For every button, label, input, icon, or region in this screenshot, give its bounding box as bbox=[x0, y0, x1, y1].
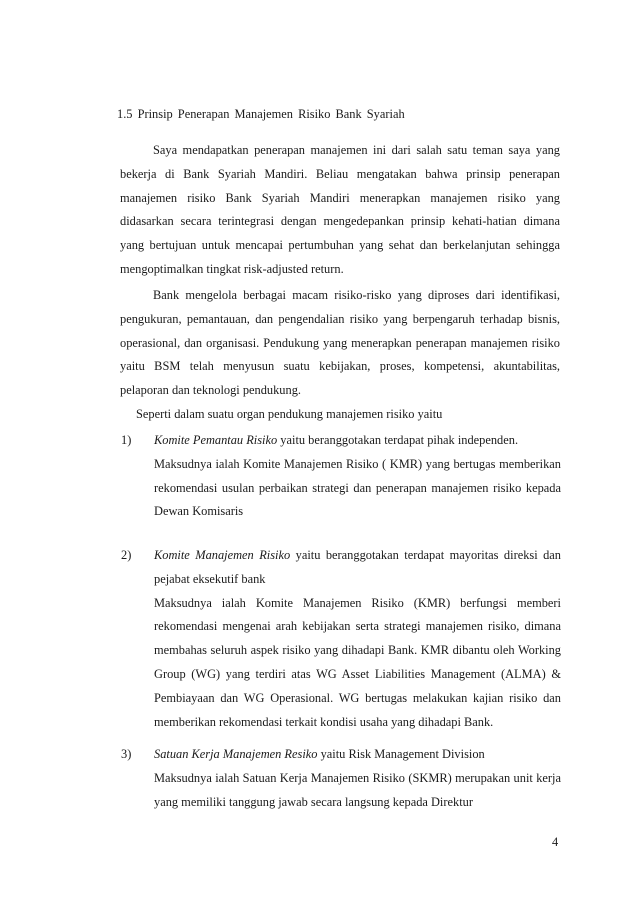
list-item-title-rest: yaitu Risk Management Division bbox=[317, 747, 485, 761]
list-item-title: Komite Manajemen Risiko bbox=[154, 548, 291, 562]
list-item-komite-manajemen bbox=[121, 544, 561, 734]
list-item-title-line bbox=[154, 429, 561, 453]
paragraph-intro bbox=[120, 139, 560, 282]
list-item-content bbox=[154, 429, 561, 524]
list-item-content bbox=[154, 743, 561, 814]
list-item-title-rest: yaitu beranggotakan terdapat mayoritas direksi dan pejabat eksekutif bank bbox=[154, 548, 561, 586]
list-item-komite-pemantau bbox=[121, 429, 561, 524]
list-item-body: Maksudnya ialah Komite Manajemen Risiko ( KMR) yang bertugas memberikan rekomendasi usulan perbaikan strategi dan penerapan manajemen risiko kepada Dewan Komisaris bbox=[154, 456, 561, 519]
list-item-number: 3) bbox=[121, 747, 132, 761]
list-item-title: Komite Pemantau Risiko bbox=[154, 433, 278, 447]
list-item-satuan-kerja bbox=[121, 743, 561, 814]
section-heading: 1.5 Prinsip Penerapan Manajemen Risiko Bank Syariah bbox=[117, 107, 405, 121]
list-item-content bbox=[154, 544, 561, 734]
paragraph-risk-management bbox=[120, 284, 560, 403]
list-item-title-line bbox=[154, 743, 561, 767]
paragraph-organ-intro bbox=[136, 403, 566, 427]
paragraph-text: Saya mendapatkan penerapan manajemen ini dari salah satu teman saya yang bekerja di Bank Syariah Mandiri. Beliau mengatakan bahwa prinsip penerapan manajemen risiko Bank Syariah Mandiri menerapkan manajemen risiko yang didasarkan secara terintegrasi dengan mengedepankan prinsip kehati-hatian dimana yang bertujuan untuk mencapai pertumbuhan yang sehat dan berkelanjutan sehingga mengoptimalkan tingkat risk-adjusted return. bbox=[120, 143, 560, 276]
paragraph-text: Seperti dalam suatu organ pendukung manajemen risiko yaitu bbox=[136, 407, 443, 421]
list-item-title-rest: yaitu beranggotakan terdapat pihak independen. bbox=[277, 433, 519, 447]
list-item-body: Maksudnya ialah Satuan Kerja Manajemen Risiko (SKMR) merupakan unit kerja yang memiliki tanggung jawab secara langsung kepada Direktur bbox=[154, 770, 561, 809]
list-item-number: 1) bbox=[121, 433, 132, 447]
paragraph-text: Bank mengelola berbagai macam risiko-risko yang diproses dari identifikasi, pengukuran, pemantauan, dan pengendalian risiko yang berpengaruh terhadap bisnis, operasional, dan organisasi. Pendukung yang menerapkan penerapan manajemen risiko yaitu BSM telah menyusun suatu kebijakan, proses, kompetensi, akuntabilitas, pelaporan dan teknologi pendukung. bbox=[120, 288, 560, 398]
list-item-title-line bbox=[154, 544, 561, 592]
page-number: 4 bbox=[552, 835, 559, 849]
list-item-title: Satuan Kerja Manajemen Resiko bbox=[154, 747, 318, 761]
list-item-body: Maksudnya ialah Komite Manajemen Risiko (KMR) berfungsi memberi rekomendasi mengenai arah kebijakan serta strategi manajemen risiko, dimana membahas seluruh aspek risiko yang dihadapi Bank. KMR dibantu oleh Working Group (WG) yang terdiri atas WG Asset Liabilities Management (ALMA) & Pembiayaan dan WG Operasional. WG bertugas melakukan kajian risiko dan memberikan rekomendasi terkait kondisi usaha yang dihadapi Bank. bbox=[154, 595, 561, 729]
list-item-number: 2) bbox=[121, 548, 132, 562]
